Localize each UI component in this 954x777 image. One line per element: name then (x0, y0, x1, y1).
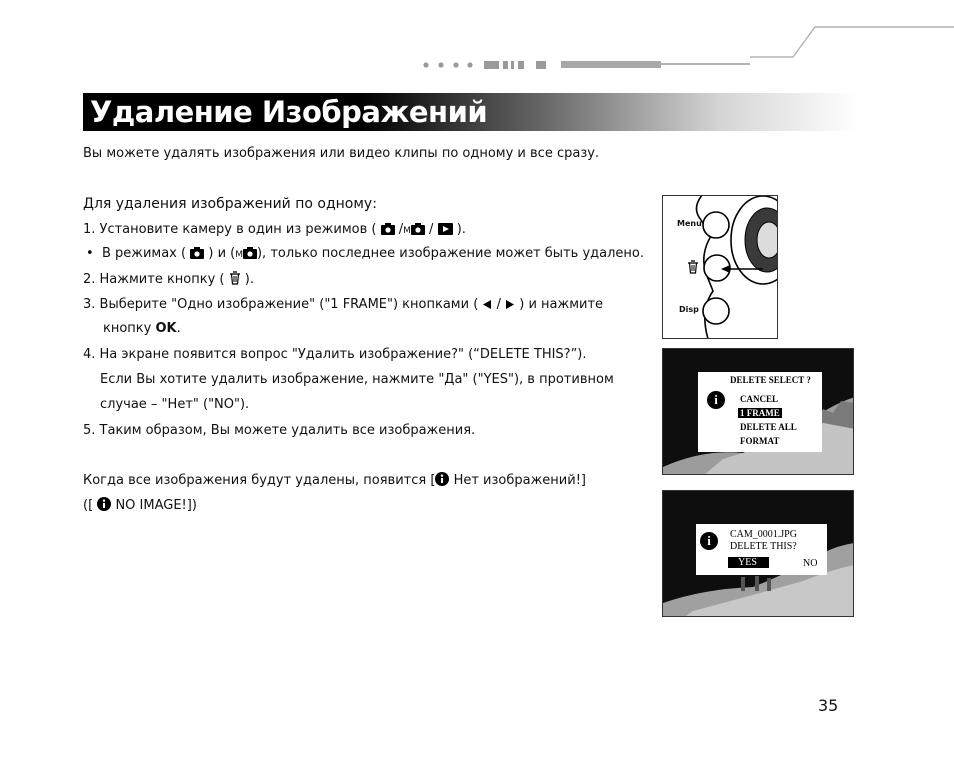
left-arrow-icon (482, 299, 492, 310)
step-3-sep: / (496, 297, 501, 312)
delete-this-screen (662, 490, 854, 617)
camera-buttons-illustration (662, 195, 778, 339)
step-2-suffix: ). (244, 272, 255, 287)
step-3-line2 (103, 321, 181, 337)
step-3-line1 (83, 297, 603, 313)
manual-mode-letter: M (403, 226, 411, 236)
bullet-prefix: В режимах ( (101, 246, 187, 261)
step-1-prefix: 1. Установите камеру в один из режимов ( (83, 222, 377, 237)
bullet-suffix: ), только последнее изображение может быть удалено. (256, 246, 644, 261)
no-option[interactable]: NO (803, 558, 818, 569)
step-2 (83, 271, 254, 288)
step-1-sep1: / (398, 222, 404, 237)
menu-item-cancel[interactable]: CANCEL (740, 394, 779, 404)
delete-question: DELETE THIS? (730, 541, 797, 552)
steps-heading: Для удаления изображений по одному: (83, 196, 377, 212)
camera-mode-icon (243, 247, 257, 259)
bullet-mid: ) и ( (208, 246, 236, 261)
step-1 (83, 222, 466, 239)
page-number: 35 (818, 696, 839, 715)
camera-mode-icon (411, 223, 425, 235)
delete-select-menu (698, 372, 822, 452)
yes-option[interactable]: YES (728, 557, 769, 568)
delete-select-screen (662, 348, 854, 475)
disp-button-label: Disp (679, 305, 699, 314)
trash-icon (229, 271, 241, 285)
bullet-note (86, 246, 644, 263)
camera-back-drawing (663, 196, 778, 339)
note-line2-prefix: ([ (83, 498, 94, 513)
no-image-note-line2 (83, 497, 197, 514)
menu-item-format[interactable]: FORMAT (740, 436, 780, 446)
note-line1-prefix: Когда все изображения будут удалены, появится [ (83, 473, 436, 488)
step-3-suffix: ) и нажмите (519, 297, 604, 312)
step-4-line1: 4. На экране появится вопрос "Удалить изображение?" (“DELETE THIS?”). (83, 347, 587, 362)
info-icon: i (707, 391, 725, 409)
delete-this-dialog (696, 524, 827, 575)
note-line2-suffix: NO IMAGE!]) (115, 498, 197, 513)
step-1-sep2: / (429, 222, 434, 237)
bullet-marker: • (86, 246, 94, 261)
file-name: CAM_0001.JPG (730, 529, 797, 540)
page-title: Удаление Изображений (90, 95, 488, 129)
step-3-line2-prefix: кнопку (103, 321, 152, 336)
step-3-line2-suffix: . (176, 321, 181, 336)
info-icon: i (700, 532, 718, 550)
step-3-prefix: 3. Выберите "Одно изображение" ("1 FRAME") кнопками ( (83, 297, 479, 312)
step-4-line3: случае – "Нет" ("NO"). (100, 397, 250, 412)
playback-mode-icon (438, 223, 453, 235)
step-1-suffix: ). (456, 222, 466, 237)
step-5: 5. Таким образом, Вы можете удалить все изображения. (83, 423, 476, 438)
menu-item-delete-all[interactable]: DELETE ALL (740, 422, 797, 432)
right-arrow-icon (505, 299, 515, 310)
info-icon (97, 497, 111, 511)
ok-button-label: OK (155, 321, 177, 336)
no-image-note-line1 (83, 472, 586, 489)
menu-item-1-frame[interactable]: 1 FRAME (740, 408, 780, 418)
step-2-prefix: 2. Нажмите кнопку ( (83, 272, 225, 287)
note-line1-suffix: Нет изображений!] (453, 473, 586, 488)
intro-text: Вы можете удалять изображения или видео клипы по одному и все сразу. (83, 146, 600, 161)
info-icon (435, 472, 449, 486)
menu-button-label: Menu (677, 219, 702, 228)
manual-mode-letter: M (235, 250, 243, 260)
camera-mode-icon (190, 247, 204, 259)
step-4-line2: Если Вы хотите удалить изображение, нажмите "Да" ("YES"), в противном (100, 372, 614, 387)
camera-mode-icon (381, 223, 395, 235)
header-decoration (0, 0, 954, 80)
trash-icon (687, 260, 699, 274)
menu-title: DELETE SELECT ? (730, 375, 811, 385)
